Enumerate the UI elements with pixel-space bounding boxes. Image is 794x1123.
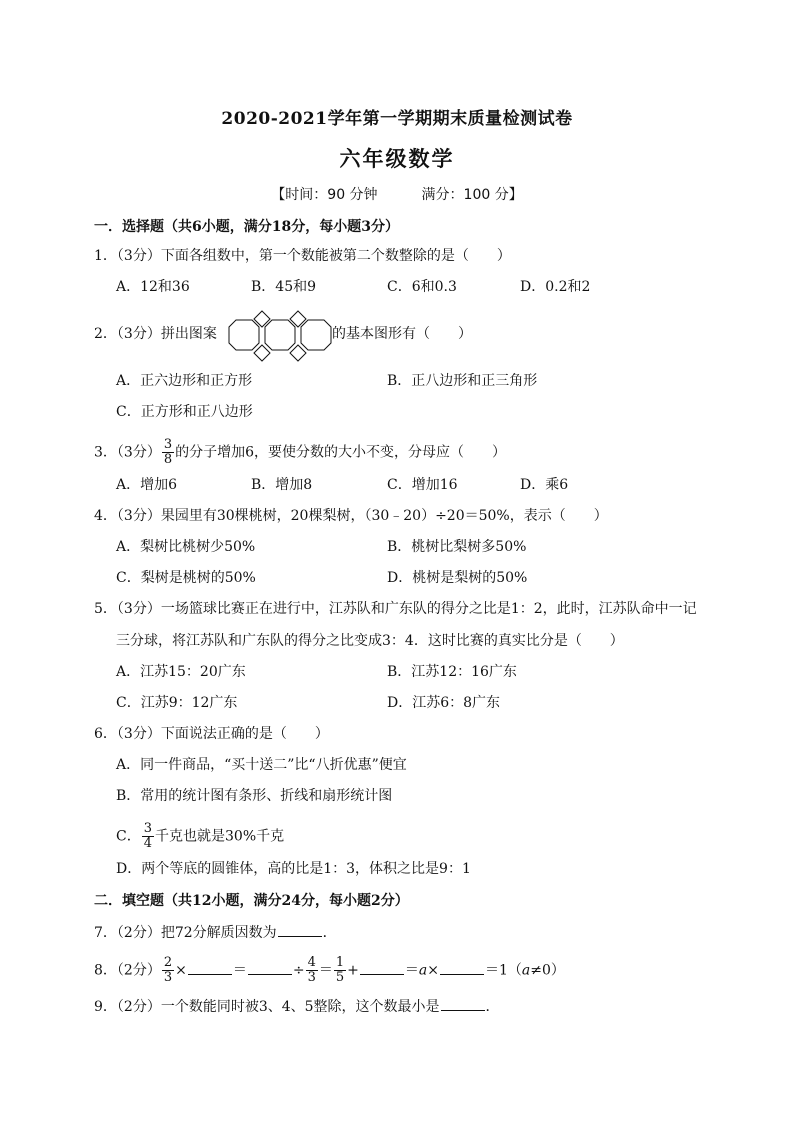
q4-option-a: A．梨树比桃树少50% (116, 539, 256, 555)
exam-score: 满分：100 分】 (421, 187, 523, 203)
q6-option-c: C． $\frac{3}{4}$ 千克也就是30%千克 (116, 821, 285, 851)
question-2-stem-tail: 的基本图形有（ ） (332, 326, 472, 342)
question-7: 7．（2分）把72分解质因数为 ． (94, 922, 337, 943)
q4-option-b: B．桃树比梨树多50% (387, 539, 527, 555)
q4-option-c: C．梨树是桃树的50% (116, 570, 256, 586)
exam-time: 【时间：90 分钟 (271, 187, 378, 203)
question-6: 6．（3分）下面说法正确的是（ ） (94, 726, 329, 742)
fraction-2-3: $\frac{2}{3}$ (163, 955, 173, 985)
q2-option-b: B．正八边形和正三角形 (387, 373, 538, 389)
section-heading-choice: 一．选择题（共6小题，满分18分，每小题3分） (94, 219, 399, 235)
answer-blank[interactable] (188, 960, 232, 975)
answer-blank[interactable] (360, 960, 404, 975)
answer-blank[interactable] (248, 960, 292, 975)
q1-option-a: A．12和36 (116, 279, 190, 295)
question-2-stem: 2．（3分）拼出图案 (94, 326, 217, 342)
q3-option-a: A．增加6 (116, 477, 178, 493)
q3-option-c: C．增加16 (387, 477, 458, 493)
q6-option-d: D．两个等底的圆锥体，高的比是1：3，体积之比是9：1 (116, 861, 471, 877)
octagon-square-pattern-figure (228, 310, 332, 362)
q5-option-d: D．江苏6：8广东 (387, 695, 501, 711)
question-8: 8．（2分） $\frac{2}{3}$ × ＝ ÷ $\frac{4}{3}$ ＝ $\frac{1}{5}$ + ＝a× ＝1（a≠0） (94, 955, 565, 985)
answer-blank[interactable] (440, 960, 484, 975)
q5-option-a: A．江苏15：20广东 (116, 664, 246, 680)
fraction-3-8: $\frac{3}{8}$ (163, 437, 173, 467)
q1-option-d: D．0.2和2 (520, 279, 591, 295)
question-1: 1．（3分）下面各组数中，第一个数能被第二个数整除的是（ ） (94, 248, 511, 264)
q6-option-b: B．常用的统计图有条形、折线和扇形统计图 (116, 788, 393, 804)
exam-title: 2020-2021学年第一学期期末质量检测试卷 (221, 109, 573, 129)
q3-option-b: B．增加8 (251, 477, 313, 493)
fraction-4-3: $\frac{4}{3}$ (307, 955, 316, 985)
fraction-1-5: $\frac{1}{5}$ (335, 955, 345, 985)
q1-option-c: C．6和0.3 (387, 279, 457, 295)
question-5-line-1: 5．（3分）一场篮球比赛正在进行中，江苏队和广东队的得分之比是1：2，此时，江苏队命中一记 (94, 601, 697, 617)
q5-option-c: C．江苏9：12广东 (116, 695, 238, 711)
question-3: 3．（3分） $\frac{3}{8}$ 的分子增加6，要使分数的大小不变，分母应（ ） (94, 437, 507, 467)
section-heading-fill: 二．填空题（共12小题，满分24分，每小题2分） (94, 893, 409, 909)
question-9: 9．（2分）一个数能同时被3、4、5整除，这个数最小是 ． (94, 996, 500, 1017)
q2-option-c: C．正方形和正八边形 (116, 404, 253, 420)
q6-option-a: A．同一件商品，“买十送二”比“八折优惠”便宜 (116, 757, 407, 773)
q3-option-d: D．乘6 (520, 477, 569, 493)
question-4: 4．（3分）果园里有30棵桃树，20棵梨树，（30﹣20）÷20＝50%，表示（ ） (94, 508, 608, 524)
q1-option-b: B．45和9 (251, 279, 317, 295)
q2-option-a: A．正六边形和正方形 (116, 373, 253, 389)
exam-subject: 六年级数学 (339, 146, 455, 171)
exam-info (0, 184, 794, 204)
question-5-line-2: 三分球，将江苏队和广东队的得分之比变成3：4．这时比赛的真实比分是（ ） (116, 633, 624, 649)
fraction-3-4: $\frac{3}{4}$ (143, 821, 152, 851)
q5-option-b: B．江苏12：16广东 (387, 664, 517, 680)
answer-blank[interactable] (441, 996, 485, 1011)
answer-blank[interactable] (278, 922, 322, 937)
q4-option-d: D．桃树是梨树的50% (387, 570, 528, 586)
